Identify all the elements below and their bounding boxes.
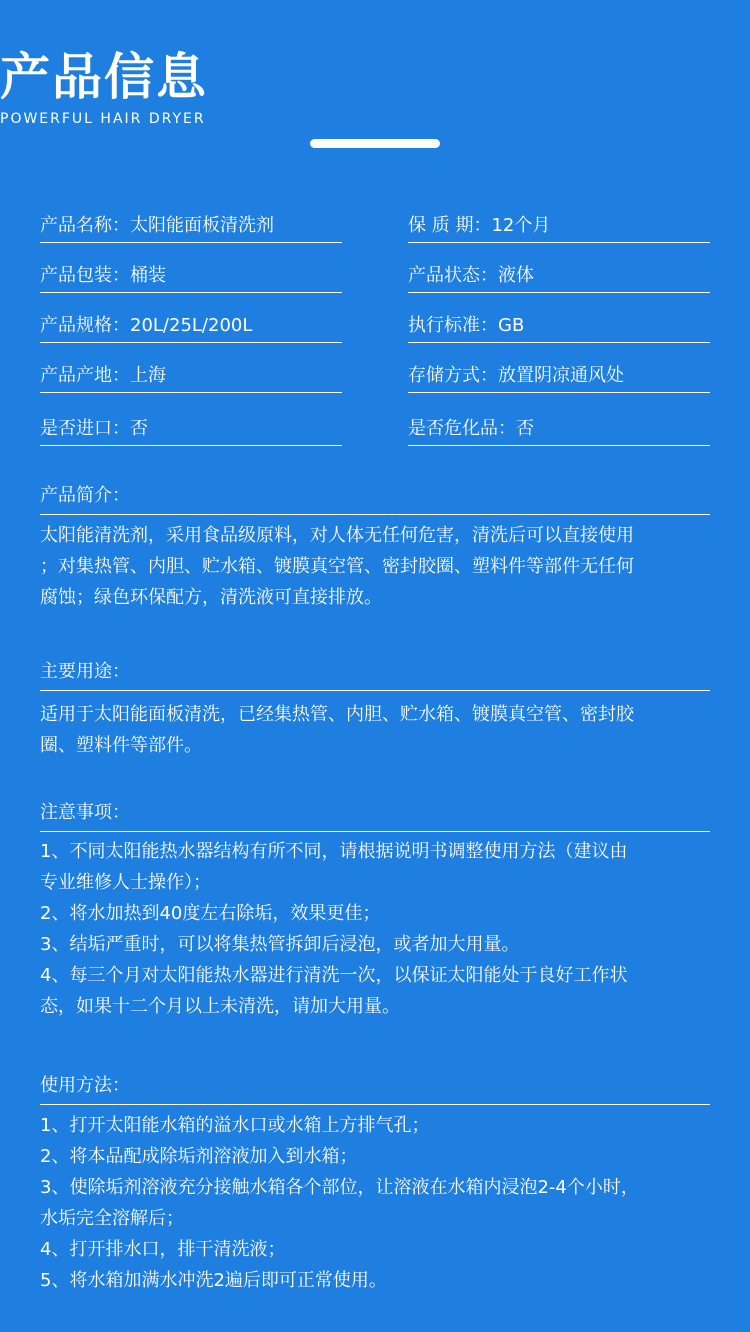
- info-storage: 存储方式：放置阴凉通风处: [408, 352, 710, 393]
- info-packaging: 产品包装：桶装: [40, 252, 342, 293]
- notes-line: 态，如果十二个月以上未清洗，请加大用量。: [40, 996, 400, 1017]
- section-heading-intro: 产品简介：: [40, 484, 710, 515]
- info-imported: 是否进口：否: [40, 405, 342, 446]
- section-body-notes: [40, 836, 712, 1022]
- intro-line: 腐蚀；绿色环保配方，清洗液可直接排放。: [40, 587, 382, 608]
- notes-line: 3、结垢严重时，可以将集热管拆卸后浸泡，或者加大用量。: [40, 934, 520, 955]
- method-line: 5、将水箱加满水冲洗2遍后即可正常使用。: [40, 1270, 387, 1291]
- page-subtitle: POWERFUL HAIR DRYER: [0, 111, 206, 127]
- method-line: 水垢完全溶解后；: [40, 1208, 184, 1229]
- usage-line: 圈、塑料件等部件。: [40, 735, 202, 756]
- info-spec: 产品规格：20L/25L/200L: [40, 302, 342, 343]
- usage-line: 适用于太阳能面板清洗，已经集热管、内胆、贮水箱、镀膜真空管、密封胶: [40, 704, 634, 725]
- section-heading-notes: 注意事项：: [40, 801, 710, 832]
- section-body-intro: [40, 520, 712, 613]
- method-line: 1、打开太阳能水箱的溢水口或水箱上方排气孔；: [40, 1115, 430, 1136]
- title-underline: [310, 139, 440, 148]
- info-shelf-life: 保 质 期：12个月: [408, 202, 710, 243]
- info-state: 产品状态：液体: [408, 252, 710, 293]
- section-body-method: [40, 1110, 712, 1296]
- section-body-usage: [40, 699, 712, 761]
- section-heading-method: 使用方法：: [40, 1074, 710, 1105]
- section-heading-usage: 主要用途：: [40, 660, 710, 691]
- notes-line: 2、将水加热到40度左右除垢，效果更佳；: [40, 903, 381, 924]
- info-product-name: 产品名称：太阳能面板清洗剂: [40, 202, 342, 243]
- info-standard: 执行标准：GB: [408, 302, 710, 343]
- notes-line: 专业维修人士操作）；: [40, 872, 211, 893]
- intro-line: ；对集热管、内胆、贮水箱、镀膜真空管、密封胶圈、塑料件等部件无任何: [40, 556, 634, 577]
- notes-line: 1、不同太阳能热水器结构有所不同，请根据说明书调整使用方法（建议由: [40, 841, 628, 862]
- method-line: 2、将本品配成除垢剂溶液加入到水箱；: [40, 1146, 358, 1167]
- info-origin: 产品产地：上海: [40, 352, 342, 393]
- notes-line: 4、每三个月对太阳能热水器进行清洗一次，以保证太阳能处于良好工作状: [40, 965, 628, 986]
- info-hazardous: 是否危化品：否: [408, 405, 710, 446]
- page-title: 产品信息: [0, 48, 208, 106]
- method-line: 3、使除垢剂溶液充分接触水箱各个部位，让溶液在水箱内浸泡2-4个小时，: [40, 1177, 639, 1198]
- intro-line: 太阳能清洗剂，采用食品级原料，对人体无任何危害，清洗后可以直接使用: [40, 525, 634, 546]
- method-line: 4、打开排水口，排干清洗液；: [40, 1239, 286, 1260]
